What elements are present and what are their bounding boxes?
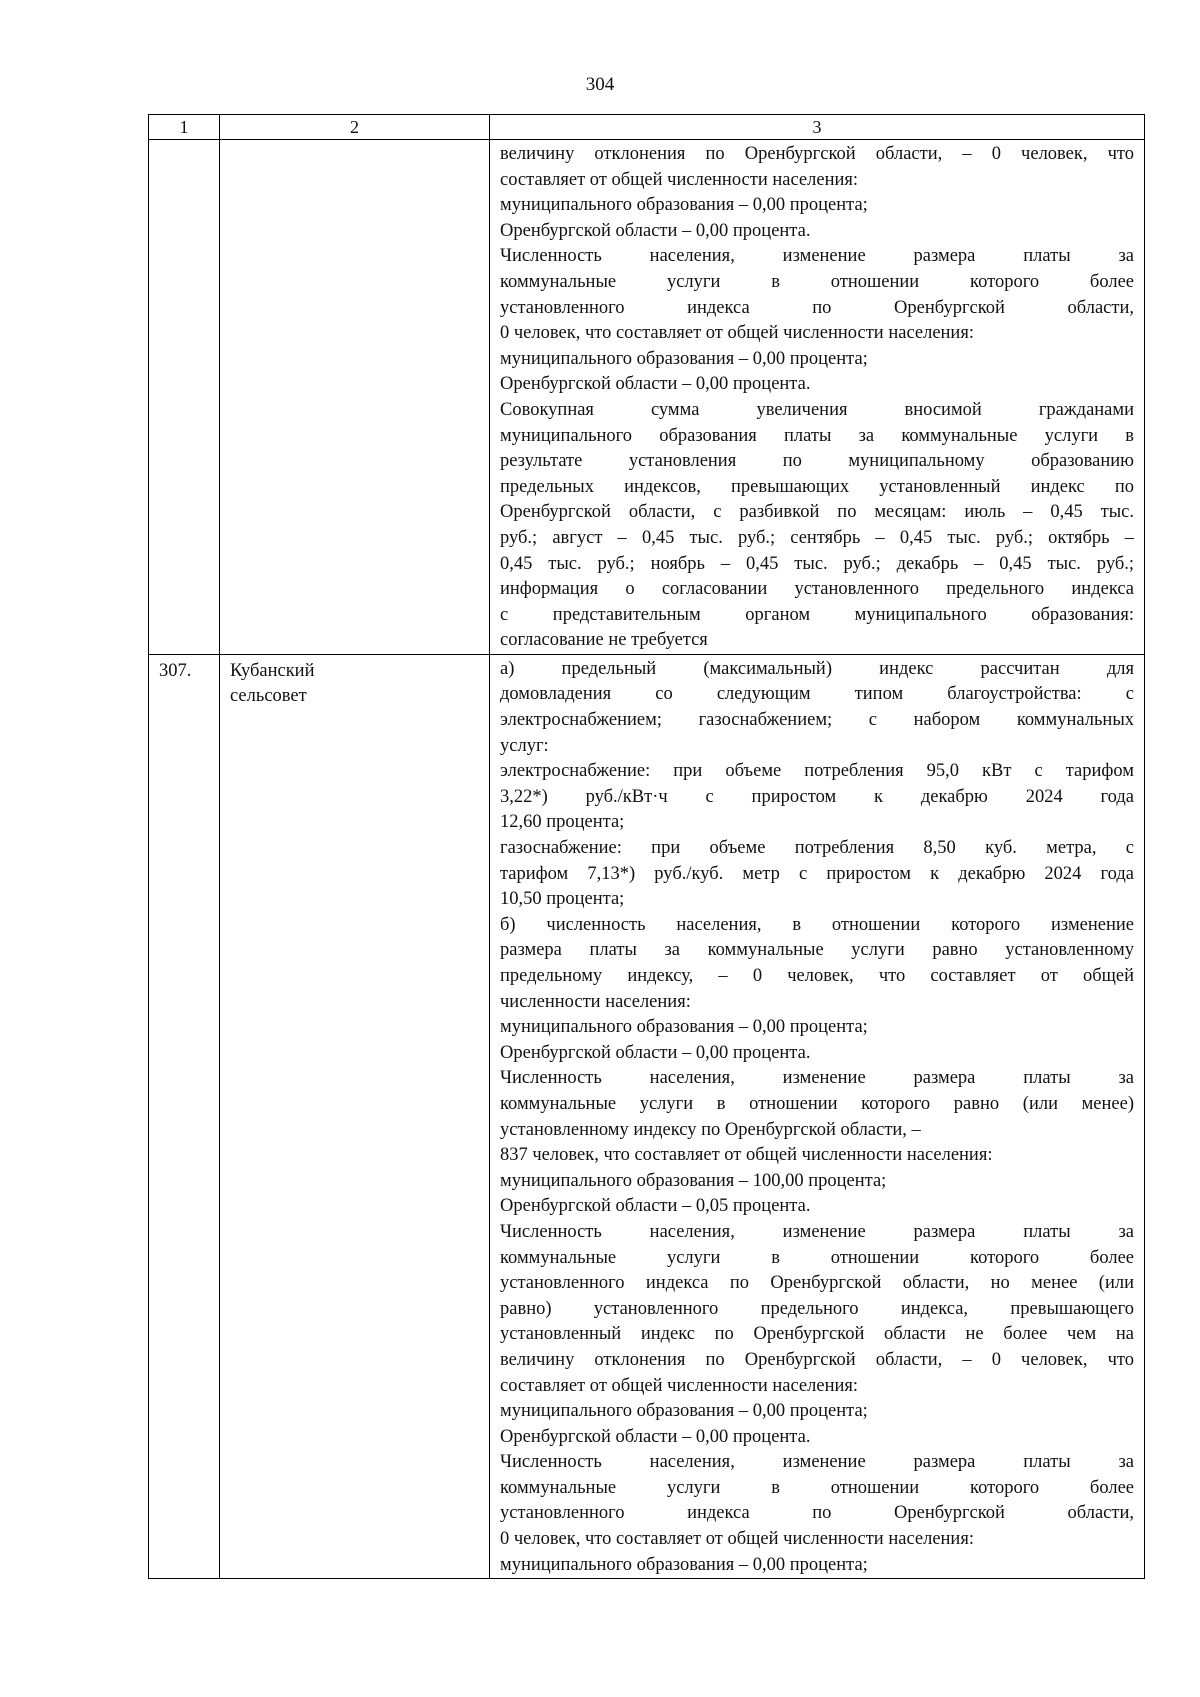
text-line: 837 человек, что составляет от общей численности населения: xyxy=(500,1145,993,1166)
text-line: установленного индекса по Оренбургской области, xyxy=(500,297,1134,318)
row-number-cell xyxy=(149,140,220,655)
header-col-3: 3 xyxy=(490,115,1145,140)
text-line: с представительным органом муниципального образования: xyxy=(500,604,1134,625)
text-line: Оренбургской области – 0,05 процента. xyxy=(500,1196,811,1217)
text-line: Численность населения, изменение размера платы за xyxy=(500,1068,1134,1089)
text-line: предельному индексу, – 0 человек, что составляет от общей xyxy=(500,966,1134,986)
text-line: тарифом 7,13*) руб./куб. метр с приростом к декабрю 2024 года xyxy=(500,863,1134,884)
text-line: Совокупная сумма увеличения вносимой гражданами xyxy=(500,399,1134,420)
text-line: 12,60 процента; xyxy=(500,812,625,833)
text-line: а) предельный (максимальный) индекс рассчитан для xyxy=(500,658,1134,679)
text-line: руб.; август – 0,45 тыс. руб.; сентябрь – 0,45 тыс. руб.; октябрь – xyxy=(500,527,1134,548)
text-line: Численность населения, изменение размера платы за xyxy=(500,246,1134,267)
text-line: коммунальные услуги в отношении которого более xyxy=(500,271,1134,292)
text-line: домовладения со следующим типом благоустройства: с xyxy=(500,684,1134,705)
description-lines xyxy=(500,142,1134,654)
description-lines xyxy=(500,657,1134,1578)
row-name-cell xyxy=(220,140,490,655)
text-line: согласование не требуется xyxy=(500,630,708,651)
text-line: электроснабжением; газоснабжением; с набором коммунальных xyxy=(500,710,1134,731)
text-line: предельных индексов, превышающих установленный индекс по xyxy=(500,476,1134,497)
header-col-1: 1 xyxy=(149,115,220,140)
text-line: Оренбургской области – 0,00 процента. xyxy=(500,374,811,395)
text-line: муниципального образования платы за коммунальные услуги в xyxy=(500,425,1134,446)
row-description-cell xyxy=(490,140,1145,655)
text-line: муниципального образования – 0,00 процента; xyxy=(500,1554,868,1575)
header-col-2: 2 xyxy=(220,115,490,140)
municipality-name-line: Кубанский xyxy=(230,660,315,681)
text-line: размера платы за коммунальные услуги равно установленному xyxy=(500,940,1134,961)
text-line: 3,22*) руб./кВт·ч с приростом к декабрю 2024 года xyxy=(500,786,1134,807)
text-line: электроснабжение: при объеме потребления 95,0 кВт с тарифом xyxy=(500,761,1134,782)
text-line: результате установления по муниципальному образованию xyxy=(500,451,1134,472)
text-line: Оренбургской области – 0,00 процента. xyxy=(500,1426,811,1447)
text-line: коммунальные услуги в отношении которого равно (или менее) xyxy=(500,1093,1134,1114)
text-line: муниципального образования – 0,00 процента; xyxy=(500,195,868,216)
table-row-continued xyxy=(149,140,1145,655)
table-row-307 xyxy=(149,654,1145,1578)
text-line: муниципального образования – 0,00 процента; xyxy=(500,1017,868,1038)
text-line: муниципального образования – 0,00 процента; xyxy=(500,348,868,369)
text-line: газоснабжение: при объеме потребления 8,50 куб. метра, с xyxy=(500,838,1134,859)
municipality-name-line: сельсовет xyxy=(230,686,307,707)
text-line: Численность населения, изменение размера платы за xyxy=(500,1221,1134,1242)
text-line: установленного индекса по Оренбургской области, но менее (или xyxy=(500,1273,1134,1294)
row-number-cell: 307. xyxy=(149,654,220,1578)
text-line: установленный индекс по Оренбургской области не более чем на xyxy=(500,1324,1134,1345)
document-table xyxy=(148,114,1145,1579)
text-line: 0,45 тыс. руб.; ноябрь – 0,45 тыс. руб.; декабрь – 0,45 тыс. руб.; xyxy=(500,553,1134,574)
text-line: Численность населения, изменение размера платы за xyxy=(500,1452,1134,1473)
text-line: величину отклонения по Оренбургской области, – 0 человек, что xyxy=(500,1349,1134,1370)
text-line: установленному индексу по Оренбургской области, – xyxy=(500,1119,921,1140)
table-header-row xyxy=(149,115,1145,140)
text-line: Оренбургской области – 0,00 процента. xyxy=(500,1042,811,1063)
text-line: 10,50 процента; xyxy=(500,889,625,910)
text-line: муниципального образования – 100,00 процента; xyxy=(500,1170,887,1191)
text-line: 0 человек, что составляет от общей численности населения: xyxy=(500,323,974,344)
text-line: составляет от общей численности населения: xyxy=(500,169,859,190)
text-line: установленного индекса по Оренбургской области, xyxy=(500,1503,1134,1524)
text-line: коммунальные услуги в отношении которого более xyxy=(500,1477,1134,1498)
text-line: составляет от общей численности населения: xyxy=(500,1375,859,1396)
row-name-cell xyxy=(220,654,490,1578)
text-line: численности населения: xyxy=(500,991,691,1012)
text-line: информация о согласовании установленного предельного индекса xyxy=(500,579,1134,600)
text-line: б) численность населения, в отношении которого изменение xyxy=(500,914,1134,935)
text-line: Оренбургской области – 0,00 процента. xyxy=(500,220,811,241)
text-line: муниципального образования – 0,00 процента; xyxy=(500,1401,868,1422)
text-line: Оренбургской области, с разбивкой по месяцам: июль – 0,45 тыс. xyxy=(500,502,1134,523)
text-line: коммунальные услуги в отношении которого более xyxy=(500,1247,1134,1268)
text-line: равно) установленного предельного индекса, превышающего xyxy=(500,1298,1134,1319)
text-line: 0 человек, что составляет от общей численности населения: xyxy=(500,1529,974,1550)
text-line: величину отклонения по Оренбургской области, – 0 человек, что xyxy=(500,144,1134,164)
text-line: услуг: xyxy=(500,735,549,756)
row-description-cell xyxy=(490,654,1145,1578)
page-number: 304 xyxy=(585,74,615,95)
